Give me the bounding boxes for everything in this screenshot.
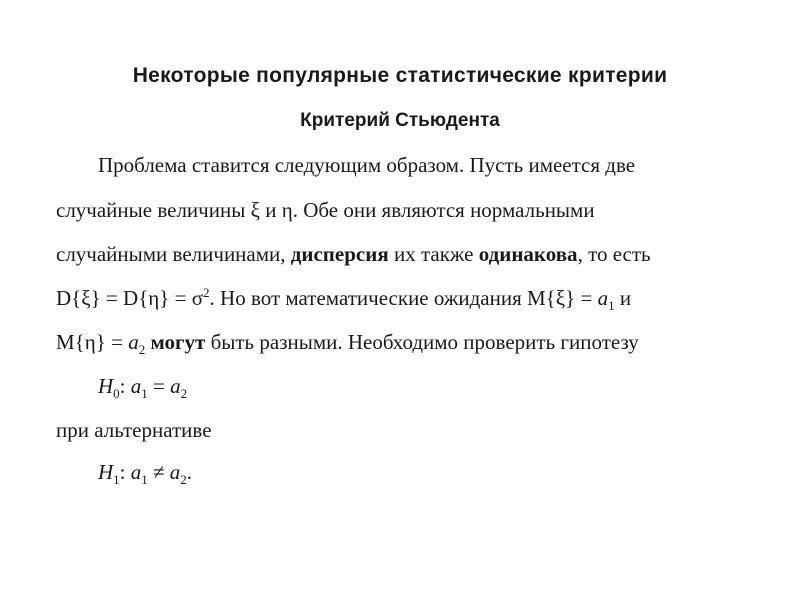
- superscript: 2: [203, 285, 210, 300]
- xi-symbol: ξ: [555, 286, 566, 310]
- hypothesis-h1: [98, 459, 193, 488]
- subscript: 2: [138, 342, 146, 358]
- text: =: [147, 374, 171, 398]
- a-variable: a: [169, 460, 181, 484]
- text: M{: [56, 330, 85, 354]
- text: } = D{: [90, 286, 149, 310]
- alternative-label: [56, 417, 212, 443]
- bold-term-dispersion: дисперсия: [290, 242, 389, 266]
- page-title: Некоторые популярные статистические критерии: [132, 64, 668, 87]
- text: . Обе они являются нормальными: [292, 198, 595, 222]
- text: } =: [565, 286, 598, 310]
- eta-symbol: η: [84, 330, 96, 354]
- sigma-symbol: σ: [191, 286, 204, 310]
- subscript: 1: [141, 472, 148, 488]
- text: при альтернативе: [56, 418, 212, 442]
- a-variable: a: [597, 286, 609, 310]
- paragraph-line-2: [56, 197, 595, 223]
- text: .: [186, 460, 193, 484]
- text: } =: [159, 286, 192, 310]
- a-variable: a: [130, 374, 142, 398]
- hypothesis-h0: [98, 373, 188, 402]
- subscript: 2: [180, 472, 187, 488]
- subscript: 2: [180, 386, 188, 402]
- text: :: [119, 460, 131, 484]
- bold-term-may: могут: [150, 330, 206, 354]
- h-variable: H: [98, 460, 114, 484]
- text: D{: [56, 286, 82, 310]
- text: . Но вот математические ожидания M{: [209, 286, 556, 310]
- subscript: 0: [113, 386, 120, 402]
- section-title: Критерий Стьюдента: [300, 110, 500, 131]
- paragraph-line-5: [56, 329, 639, 358]
- text: и: [259, 198, 282, 222]
- text: ≠: [147, 460, 170, 484]
- eta-symbol: η: [148, 286, 160, 310]
- a-variable: a: [170, 374, 181, 398]
- h-variable: H: [98, 374, 114, 398]
- text: быть разными. Необходимо проверить гипотезу: [205, 330, 639, 354]
- paragraph-line-4: [56, 285, 632, 314]
- text: и: [614, 286, 632, 310]
- text: :: [119, 374, 131, 398]
- paragraph-line-1: [98, 152, 635, 178]
- bold-term-equal: одинакова: [478, 242, 578, 266]
- text: их также: [388, 242, 479, 266]
- a-variable: a: [130, 460, 142, 484]
- subscript: 1: [113, 472, 120, 488]
- subscript: 1: [608, 298, 615, 314]
- text: , то есть: [577, 242, 651, 266]
- subscript: 1: [141, 386, 148, 402]
- a-variable: a: [128, 330, 139, 354]
- xi-symbol: ξ: [81, 286, 91, 310]
- text: случайными величинами,: [56, 242, 291, 266]
- text: } =: [95, 330, 129, 354]
- text: Проблема ставится следующим образом. Пусть имеется две: [98, 153, 636, 177]
- eta-symbol: η: [281, 198, 293, 222]
- xi-symbol: ξ: [250, 198, 260, 222]
- text: случайные величины: [56, 198, 251, 222]
- paragraph-line-3: [56, 241, 651, 267]
